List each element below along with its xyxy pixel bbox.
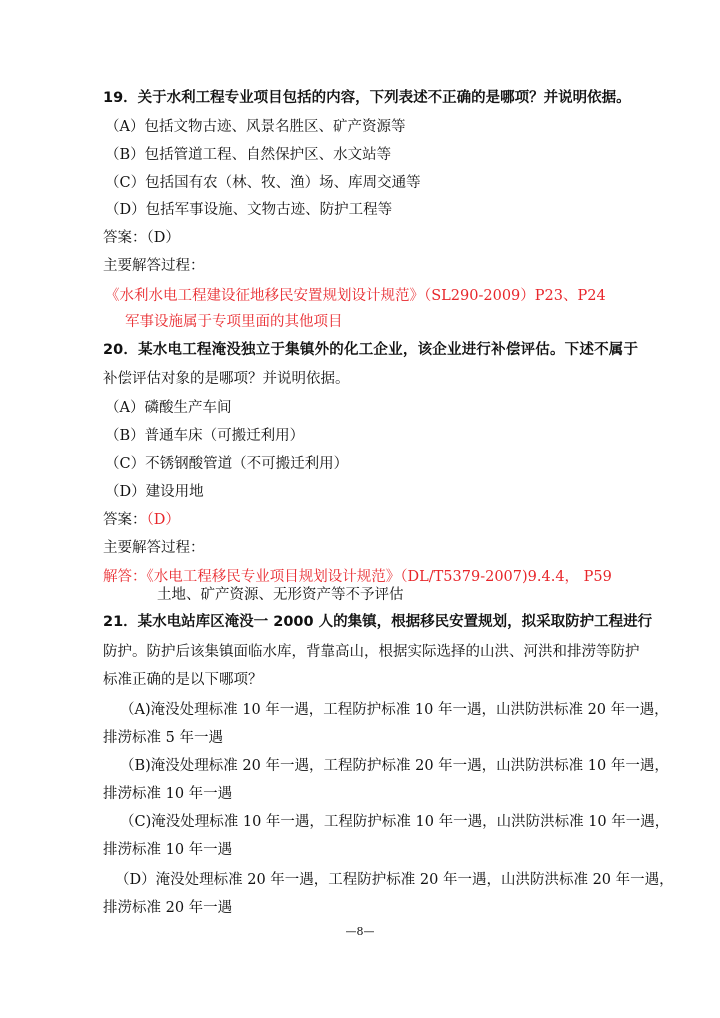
answer-value: （D）: [146, 230, 180, 246]
answer-label: 答案：: [103, 512, 147, 528]
q19-option-c: （C）包括国有农（林、牧、渔）场、库周交通等: [105, 175, 421, 191]
question-20-title-line1: 20．某水电工程淹没独立于集镇外的化工企业，该企业进行补偿评估。下述不属于: [103, 342, 638, 358]
q19-answer: [103, 229, 180, 247]
q21-option-d: （D）淹没处理标准 20 年一遇，工程防护标准 20 年一遇，山洪防洪标准 20 年一遇，: [115, 872, 674, 888]
answer-value: （D）: [146, 512, 180, 528]
q21-option-c-cont: 排涝标准 10 年一遇: [103, 842, 233, 858]
q19-process-label: 主要解答过程：: [103, 258, 205, 274]
q21-option-a-cont: 排涝标准 5 年一遇: [103, 730, 223, 746]
page-number: —8—: [345, 925, 375, 938]
q21-option-c: （C)淹没处理标准 10 年一遇，工程防护标准 10 年一遇，山洪防洪标准 10 年一遇，: [120, 814, 670, 830]
q20-option-c: （C）不锈钢酸管道（不可搬迁利用）: [105, 456, 349, 472]
q20-reference: 解答：《水电工程移民专业项目规划设计规范》（DL/T5379-2007)9.4.4， P59: [103, 569, 612, 585]
question-21-title-line2: 防护。防护后该集镇面临水库，背靠高山，根据实际选择的山洪、河洪和排涝等防护: [103, 644, 640, 660]
question-20-title-line2: 补偿评估对象的是哪项？并说明依据。: [103, 371, 350, 387]
q19-option-b: （B）包括管道工程、自然保护区、水文站等: [105, 147, 392, 163]
q19-reference: 《水利水电工程建设征地移民安置规划设计规范》（SL290-2009）P23、P24: [105, 288, 606, 304]
q21-option-b: （B)淹没处理标准 20 年一遇，工程防护标准 20 年一遇，山洪防洪标准 10 年一遇，: [120, 758, 669, 774]
q19-option-a: （A）包括文物古迹、风景名胜区、矿产资源等: [105, 119, 406, 135]
q20-note: 土地、矿产资源、无形资产等不予评估: [157, 587, 404, 603]
answer-label: 答案：: [103, 230, 147, 246]
q21-option-d-cont: 排涝标准 20 年一遇: [103, 900, 233, 916]
q19-option-d: （D）包括军事设施、文物古迹、防护工程等: [105, 202, 393, 218]
q20-option-d: （D）建设用地: [105, 484, 204, 500]
q20-option-b: （B）普通车床（可搬迁利用）: [105, 428, 305, 444]
q20-process-label: 主要解答过程：: [103, 540, 205, 556]
q19-note: 军事设施属于专项里面的其他项目: [125, 314, 343, 330]
q21-option-a: （A)淹没处理标准 10 年一遇，工程防护标准 10 年一遇，山洪防洪标准 20 年一遇，: [120, 702, 669, 718]
question-21-title-line1: 21．某水电站库区淹没一 2000 人的集镇，根据移民安置规划，拟采取防护工程进行: [103, 614, 653, 630]
q20-option-a: （A）磷酸生产车间: [105, 400, 232, 416]
q20-answer: [103, 511, 180, 529]
question-19-title: 19．关于水利工程专业项目包括的内容，下列表述不正确的是哪项？并说明依据。: [103, 90, 631, 106]
question-21-title-line3: 标准正确的是以下哪项？: [103, 672, 263, 688]
q21-option-b-cont: 排涝标准 10 年一遇: [103, 786, 233, 802]
